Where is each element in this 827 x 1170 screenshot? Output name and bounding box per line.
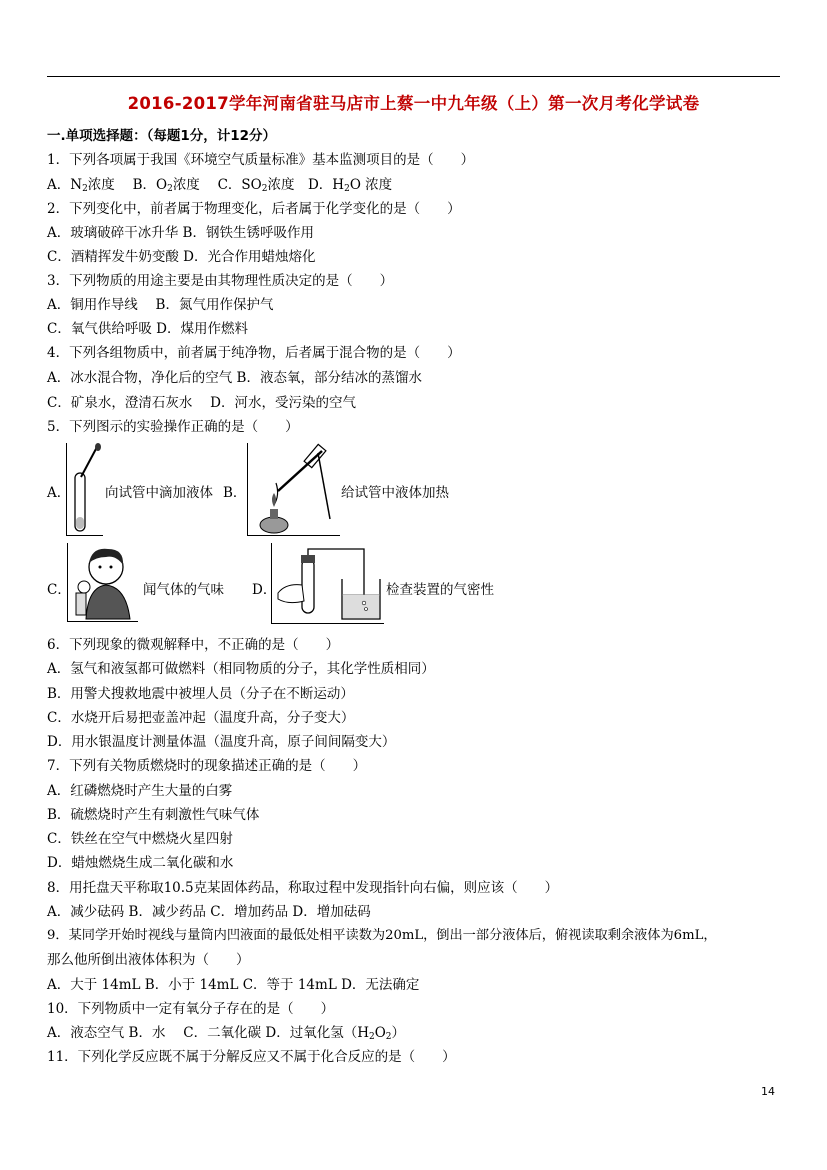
option-d-label: D． <box>252 582 277 598</box>
smelling-figure <box>67 543 138 622</box>
question-2-stem: 2．下列变化中，前者属于物理变化，后者属于化学变化的是（ ） <box>47 201 461 217</box>
option-a-label: A． <box>47 485 71 501</box>
dropper-test-tube-icon <box>67 443 103 535</box>
question-10-stem: 10．下列物质中一定有氧分子存在的是（ ） <box>47 1001 335 1017</box>
header-rule <box>47 76 780 77</box>
question-1-stem: 1．下列各项属于我国《环境空气质量标准》基本监测项目的是（ ） <box>47 152 475 168</box>
question-7-stem: 7．下列有关物质燃烧时的现象描述正确的是（ ） <box>47 758 367 774</box>
question-9-stem: 9．某同学开始时视线与量筒内凹液面的最低处相平读数为20mL，倒出一部分液体后，俯视读取剩余液体为6mL， <box>47 928 717 943</box>
question-11-stem: 11．下列化学反应既不属于分解反应又不属于化合反应的是（ ） <box>47 1049 456 1065</box>
question-2-options-ab: A．玻璃破碎干冰升华 B．钢铁生锈呼吸作用 <box>47 225 314 241</box>
question-3-stem: 3．下列物质的用途主要是由其物理性质决定的是（ ） <box>47 273 394 289</box>
airtightness-check-icon <box>272 543 384 623</box>
option-b-text: 给试管中液体加热 <box>341 485 449 501</box>
option-d-text: 检查装置的气密性 <box>386 582 494 598</box>
question-7-option-d: D．蜡烛燃烧生成二氧化碳和水 <box>47 855 234 871</box>
question-8-stem: 8．用托盘天平称取10.5克某固体药品，称取过程中发现指针向右偏，则应该（ ） <box>47 880 559 896</box>
heating-figure <box>247 443 340 536</box>
option-c-label: C． <box>47 582 71 598</box>
page-number: 14 <box>761 1085 775 1098</box>
question-7-option-a: A．红磷燃烧时产生大量的白雾 <box>47 783 233 799</box>
question-10-options: A．液态空气 B．水 C．二氧化碳 D．过氧化氢$(H_2O_2)$ <box>47 1025 406 1042</box>
question-7-option-b: B．硫燃烧时产生有刺激性气味气体 <box>47 807 260 823</box>
question-8-options: A．减少砝码 B．减少药品 C．增加药品 D．增加砝码 <box>47 904 371 920</box>
question-4-options-cd: C．矿泉水，澄清石灰水 D．河水，受污染的空气 <box>47 395 356 411</box>
option-c-text: 闻气体的气味 <box>143 582 224 598</box>
person-smelling-icon <box>68 543 138 621</box>
question-6-stem: 6．下列现象的微观解释中，不正确的是（ ） <box>47 637 340 653</box>
page-title: 2016-2017学年河南省驻马店市上蔡一中九年级（上）第一次月考化学试卷 <box>127 94 700 113</box>
question-5-stem: 5．下列图示的实验操作正确的是（ ） <box>47 419 299 435</box>
option-b-label: B． <box>223 485 247 501</box>
question-6-option-a: A．氢气和液氢都可做燃料（相同物质的分子，其化学性质相同） <box>47 661 435 677</box>
question-1-options: A．$N_2$浓度 B．$O_2$浓度 C．$SO_2$浓度 D．$H_2O$ 浓度 <box>47 177 393 194</box>
question-6-option-d: D．用水银温度计测量体温（温度升高，原子间间隔变大） <box>47 734 396 750</box>
airtight-figure <box>271 543 384 624</box>
option-a-text: 向试管中滴加液体 <box>105 485 213 501</box>
question-2-options-cd: C．酒精挥发牛奶变酸 D．光合作用蜡烛熔化 <box>47 249 316 265</box>
question-9-options: A．大于 14mL B．小于 14mL C．等于 14mL D．无法确定 <box>47 977 420 993</box>
question-4-options-ab: A．冰水混合物，净化后的空气 B．液态氧，部分结冰的蒸馏水 <box>47 370 422 386</box>
question-3-options-ab: A．铜用作导线 B．氮气用作保护气 <box>47 297 274 313</box>
question-6-option-b: B．用警犬搜救地震中被埋人员（分子在不断运动） <box>47 686 354 702</box>
question-6-option-c: C．水烧开后易把壶盖冲起（温度升高，分子变大） <box>47 710 355 726</box>
section-heading: 一.单项选择题：（每题1分，计12分） <box>47 128 277 144</box>
question-7-option-c: C．铁丝在空气中燃烧火星四射 <box>47 831 233 847</box>
question-3-options-cd: C．氧气供给呼吸 D．煤用作燃料 <box>47 321 248 337</box>
question-4-stem: 4．下列各组物质中，前者属于纯净物，后者属于混合物的是（ ） <box>47 345 461 361</box>
question-9-stem-continued: 那么他所倒出液体体积为（ ） <box>47 952 250 968</box>
heating-test-tube-icon <box>248 443 340 535</box>
dropper-figure <box>66 443 103 536</box>
